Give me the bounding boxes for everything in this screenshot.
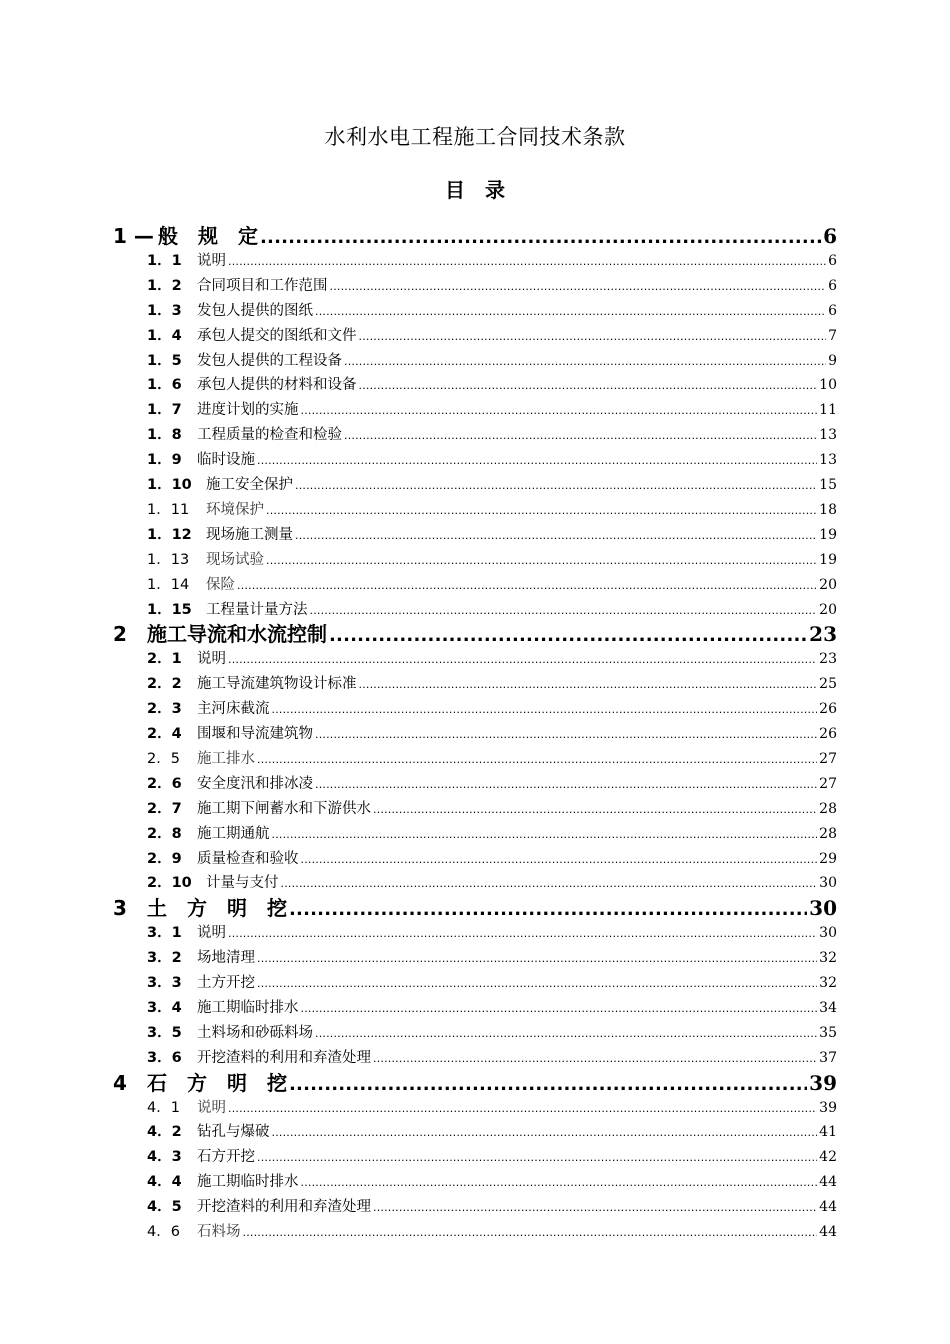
toc-dot-leader <box>281 877 818 890</box>
toc-page-number: 27 <box>819 775 837 792</box>
toc-entry-label: 工程量计量方法 <box>206 601 308 618</box>
toc-section-entry[interactable] <box>147 697 837 719</box>
toc-section-entry[interactable] <box>147 1046 837 1068</box>
toc-dot-leader <box>330 280 827 293</box>
toc-entry-label: 现场施工测量 <box>206 526 293 543</box>
toc-section-entry[interactable] <box>147 1096 837 1118</box>
toc-entry-number: 1．9 <box>147 452 182 469</box>
toc-section-entry[interactable] <box>147 647 837 669</box>
toc-page-number: 30 <box>819 925 837 942</box>
toc-entry-label: 工程质量的检查和检验 <box>197 427 342 444</box>
toc-page-number: 27 <box>819 750 837 767</box>
toc-entry-number: 3．6 <box>147 1049 182 1066</box>
toc-entry-label: 石料场 <box>197 1224 241 1240</box>
toc-section-entry[interactable] <box>147 274 837 296</box>
toc-dot-leader <box>266 504 817 517</box>
toc-entry-label: 土料场和砂砾料场 <box>197 1024 313 1041</box>
toc-entry-number: 1 — <box>113 224 154 248</box>
toc-dot-leader <box>228 255 826 268</box>
toc-entry-label: 围堰和导流建筑物 <box>197 726 313 742</box>
toc-page-number: 13 <box>819 427 837 444</box>
toc-section-entry[interactable] <box>147 1021 837 1043</box>
toc-dot-leader <box>257 977 817 990</box>
toc-dot-leader <box>315 778 817 791</box>
toc-page-number: 23 <box>809 622 837 647</box>
toc-dot-leader <box>301 1176 818 1189</box>
toc-entry-label: 计量与支付 <box>206 875 279 892</box>
toc-entry-number: 2．4 <box>147 726 182 742</box>
toc-section-entry[interactable] <box>147 797 837 819</box>
toc-entry-number: 1．13 <box>147 551 190 568</box>
toc-entry-label: 合同项目和工作范围 <box>197 277 328 294</box>
toc-dot-leader <box>257 1151 817 1164</box>
toc-page-number: 44 <box>819 1199 837 1216</box>
toc-section-entry[interactable] <box>147 772 837 794</box>
toc-page-number: 20 <box>819 576 837 593</box>
toc-entry-label: 般 规 定 <box>158 224 258 248</box>
toc-entry-number: 4．6 <box>147 1224 180 1240</box>
toc-dot-leader <box>272 1126 818 1139</box>
toc-section-entry[interactable] <box>147 598 837 620</box>
toc-section-entry[interactable] <box>147 548 837 570</box>
toc-entry-label: 石方开挖 <box>197 1149 255 1166</box>
toc-entry-number: 1．6 <box>147 377 182 394</box>
toc-dot-leader <box>315 305 826 318</box>
toc-entry-number: 3．5 <box>147 1024 182 1041</box>
toc-entry-label: 施工安全保护 <box>206 477 293 493</box>
toc-page-number: 29 <box>819 850 837 867</box>
toc-entry-label: 施工期通航 <box>197 825 270 842</box>
toc-dot-leader <box>237 579 817 592</box>
toc-dot-leader <box>329 625 807 646</box>
toc-section-entry[interactable] <box>147 921 837 943</box>
toc-page-number: 20 <box>819 601 837 618</box>
toc-entry-number: 1．10 <box>147 477 192 493</box>
toc-section-entry[interactable] <box>147 349 837 371</box>
toc-page-number: 30 <box>819 875 837 892</box>
toc-entry-number: 4．2 <box>147 1124 182 1141</box>
toc-entry-number: 1．11 <box>147 501 190 518</box>
toc-entry-number: 3．2 <box>147 950 182 967</box>
toc-page-number: 23 <box>819 651 837 668</box>
toc-entry-number: 4．1 <box>147 1099 180 1116</box>
toc-section-entry[interactable] <box>147 822 837 844</box>
toc-entry-label: 说明 <box>197 651 226 668</box>
toc-entry-label: 主河床截流 <box>197 701 270 718</box>
toc-entry-number: 1．3 <box>147 302 182 319</box>
toc-dot-leader <box>310 604 818 617</box>
toc-page-number: 6 <box>823 224 837 248</box>
toc-entry-number: 4．5 <box>147 1199 182 1216</box>
toc-entry-number: 1．1 <box>147 252 182 269</box>
toc-entry-number: 3．1 <box>147 925 182 942</box>
toc-entry-label: 施工期临时排水 <box>197 999 299 1016</box>
toc-entry-number: 1．4 <box>147 327 182 344</box>
toc-page-number: 19 <box>819 551 837 568</box>
toc-entry-label: 施工排水 <box>197 750 255 767</box>
toc-entry-label: 发包人提供的图纸 <box>197 302 313 319</box>
toc-page-number: 28 <box>819 825 837 842</box>
toc-section-entry[interactable] <box>147 573 837 595</box>
toc-entry-label: 施工期下闸蓄水和下游供水 <box>197 800 371 817</box>
toc-heading: 目 录 <box>445 178 505 202</box>
toc-dot-leader <box>260 227 821 248</box>
toc-page-number: 37 <box>819 1049 837 1066</box>
toc-page-number: 25 <box>819 676 837 693</box>
toc-entry-label: 发包人提供的工程设备 <box>197 352 342 369</box>
toc-entry-label: 进度计划的实施 <box>197 402 299 419</box>
toc-entry-label: 环境保护 <box>206 501 264 518</box>
toc-dot-leader <box>315 1027 817 1040</box>
toc-dot-leader <box>359 379 818 392</box>
toc-entry-number: 2．9 <box>147 850 182 867</box>
toc-dot-leader <box>257 753 817 766</box>
toc-dot-leader <box>257 454 817 467</box>
toc-dot-leader <box>289 1074 807 1095</box>
toc-dot-leader <box>243 1226 818 1239</box>
toc-page-number: 28 <box>819 800 837 817</box>
toc-section-entry[interactable] <box>147 1220 837 1242</box>
toc-entry-label: 保险 <box>206 576 235 593</box>
toc-entry-number: 1．12 <box>147 526 192 543</box>
toc-entry-number: 4 <box>113 1070 127 1095</box>
toc-chapter-entry[interactable] <box>113 618 837 647</box>
toc-section-entry[interactable] <box>147 523 837 545</box>
toc-dot-leader <box>301 404 818 417</box>
toc-page-number: 13 <box>819 452 837 469</box>
toc-section-entry[interactable] <box>147 1195 837 1217</box>
toc-dot-leader <box>373 1052 817 1065</box>
toc-page-number: 32 <box>819 975 837 991</box>
toc-entry-number: 3．4 <box>147 999 182 1016</box>
toc-entry-number: 1．14 <box>147 576 190 593</box>
toc-section-entry[interactable] <box>147 249 837 271</box>
toc-section-entry[interactable] <box>147 448 837 470</box>
toc-section-entry[interactable] <box>147 847 837 869</box>
toc-page-number: 9 <box>828 352 837 369</box>
toc-entry-label: 土 方 明 挖 <box>147 896 287 921</box>
toc-dot-leader <box>359 678 818 691</box>
toc-dot-leader <box>228 653 817 666</box>
toc-page-number: 15 <box>819 477 837 493</box>
toc-section-entry[interactable] <box>147 996 837 1018</box>
toc-entry-label: 钻孔与爆破 <box>197 1124 270 1141</box>
toc-entry-number: 2．1 <box>147 651 182 668</box>
toc-entry-label: 说明 <box>197 1099 226 1116</box>
toc-entry-number: 1．7 <box>147 402 182 419</box>
toc-section-entry[interactable] <box>147 423 837 445</box>
toc-section-entry[interactable] <box>147 1170 837 1192</box>
toc-entry-label: 石 方 明 挖 <box>147 1070 287 1095</box>
toc-page-number: 44 <box>819 1174 837 1191</box>
toc-entry-number: 4．4 <box>147 1174 182 1191</box>
toc-page-number: 6 <box>828 252 837 269</box>
toc-entry-label: 临时设施 <box>197 452 255 469</box>
toc-dot-leader <box>272 703 818 716</box>
toc-page-number: 18 <box>819 501 837 518</box>
toc-entry-label: 开挖渣料的利用和弃渣处理 <box>197 1199 371 1216</box>
toc-entry-number: 2．3 <box>147 701 182 718</box>
toc-dot-leader <box>266 554 817 567</box>
toc-entry-number: 2．6 <box>147 775 182 792</box>
toc-entry-label: 质量检查和验收 <box>197 850 299 867</box>
toc-dot-leader <box>295 479 817 492</box>
toc-entry-label: 承包人提供的材料和设备 <box>197 377 357 394</box>
toc-dot-leader <box>344 429 817 442</box>
toc-entry-label: 说明 <box>197 252 226 269</box>
toc-entry-label: 开挖渣料的利用和弃渣处理 <box>197 1049 371 1066</box>
toc-dot-leader <box>289 899 807 920</box>
toc-section-entry[interactable] <box>147 722 837 744</box>
toc-page-number: 30 <box>809 896 837 921</box>
toc-page-number: 34 <box>819 999 837 1016</box>
toc-section-entry[interactable] <box>147 747 837 769</box>
toc-entry-label: 土方开挖 <box>197 975 255 991</box>
toc-page-number: 6 <box>828 277 837 294</box>
toc-entry-label: 承包人提交的图纸和文件 <box>197 327 357 344</box>
toc-page-number: 10 <box>819 377 837 394</box>
toc-dot-leader <box>301 1002 818 1015</box>
toc-page-number: 19 <box>819 526 837 543</box>
toc-section-entry[interactable] <box>147 1145 837 1167</box>
toc-entry-label: 施工期临时排水 <box>197 1174 299 1191</box>
toc-section-entry[interactable] <box>147 971 837 993</box>
toc-chapter-entry[interactable] <box>113 1067 837 1093</box>
toc-section-entry[interactable] <box>147 871 837 893</box>
toc-entry-number: 1．8 <box>147 427 182 444</box>
toc-dot-leader <box>295 529 817 542</box>
toc-dot-leader <box>272 828 818 841</box>
toc-page-number: 44 <box>819 1224 837 1240</box>
toc-entry-number: 4．3 <box>147 1149 182 1166</box>
toc-dot-leader <box>359 330 827 343</box>
toc-dot-leader <box>315 728 817 741</box>
toc-chapter-entry[interactable] <box>113 220 837 246</box>
toc-section-entry[interactable] <box>147 324 837 346</box>
toc-page-number: 41 <box>819 1124 837 1141</box>
toc-dot-leader <box>373 803 817 816</box>
toc-page-number: 26 <box>819 701 837 718</box>
toc-page-number: 26 <box>819 726 837 742</box>
toc-section-entry[interactable] <box>147 398 837 420</box>
toc-entry-number: 2．5 <box>147 750 180 767</box>
toc-section-entry[interactable] <box>147 946 837 968</box>
toc-entry-label: 现场试验 <box>206 551 264 568</box>
toc-entry-number: 2．8 <box>147 825 182 842</box>
toc-entry-number: 2．2 <box>147 676 182 693</box>
toc-page-number: 32 <box>819 950 837 967</box>
toc-entry-number: 2 <box>113 622 127 647</box>
toc-entry-number: 1．5 <box>147 352 182 369</box>
toc-dot-leader <box>344 355 826 368</box>
toc-dot-leader <box>257 952 817 965</box>
toc-entry-number: 3 <box>113 896 127 921</box>
toc-section-entry[interactable] <box>147 672 837 694</box>
toc-section-entry[interactable] <box>147 473 837 495</box>
toc-page-number: 35 <box>819 1024 837 1041</box>
toc-page-number: 39 <box>809 1070 837 1095</box>
toc-page-number: 42 <box>819 1149 837 1166</box>
toc-section-entry[interactable] <box>147 299 837 321</box>
toc-dot-leader <box>301 853 818 866</box>
toc-section-entry[interactable] <box>147 1120 837 1142</box>
toc-dot-leader <box>228 1102 817 1115</box>
toc-dot-leader <box>228 927 817 940</box>
toc-entry-number: 3．3 <box>147 975 182 991</box>
toc-entry-label: 施工导流建筑物设计标准 <box>197 676 357 693</box>
toc-entry-label: 场地清理 <box>197 950 255 967</box>
toc-entry-number: 2．7 <box>147 800 182 817</box>
toc-section-entry[interactable] <box>147 498 837 520</box>
toc-entry-number: 2．10 <box>147 875 192 892</box>
toc-entry-number: 1．2 <box>147 277 182 294</box>
toc-entry-label: 说明 <box>197 925 226 942</box>
toc-page-number: 11 <box>819 402 837 419</box>
toc-chapter-entry[interactable] <box>113 892 837 921</box>
toc-page-number: 7 <box>828 327 837 344</box>
toc-entry-number: 1．15 <box>147 601 192 618</box>
toc-dot-leader <box>373 1201 817 1214</box>
document-title: 水利水电工程施工合同技术条款 <box>324 125 626 149</box>
toc-entry-label: 安全度汛和排冰凌 <box>197 775 313 792</box>
toc-section-entry[interactable] <box>147 373 837 395</box>
toc-entry-label: 施工导流和水流控制 <box>147 622 327 647</box>
toc-page-number: 6 <box>828 302 837 319</box>
toc-page-number: 39 <box>819 1099 837 1116</box>
